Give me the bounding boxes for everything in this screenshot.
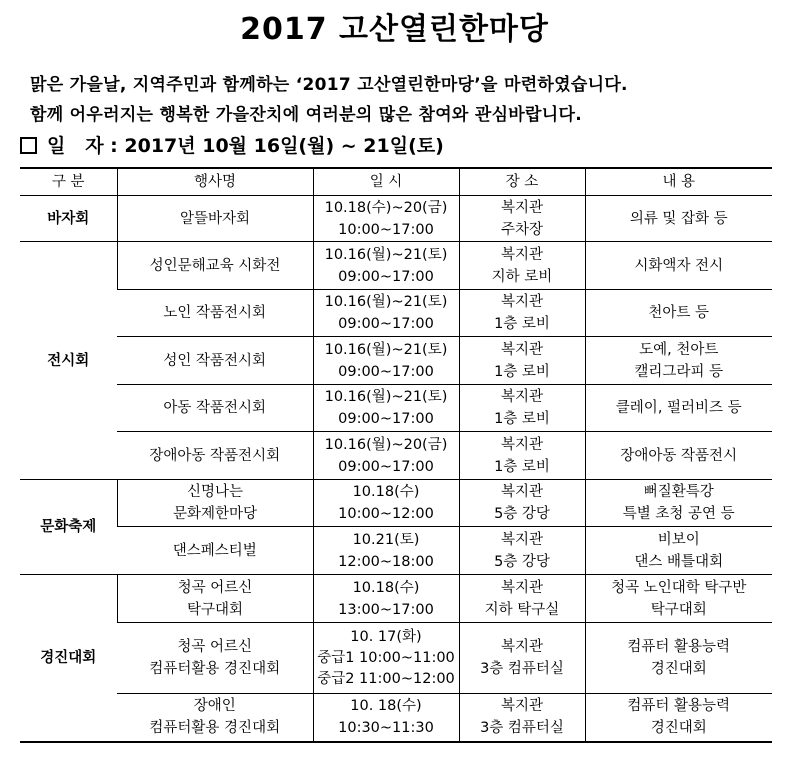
time-line: 13:00~17:00 [338, 601, 434, 618]
place-line: 복지관 [500, 698, 544, 715]
event-line: 컴퓨터활용 경진대회 [149, 720, 281, 737]
time-line: 10. 17(화) [350, 628, 422, 645]
table-row [20, 290, 772, 337]
event-line: 청곡 어르신 [177, 579, 253, 596]
intro-line-2: 함께 어우러지는 행복한 가을잔치에 여러분의 많은 참여와 관심바랍니다. [30, 105, 582, 125]
time-cell [313, 337, 459, 385]
event-line: 아동 작품전시회 [163, 400, 267, 416]
time-line: 09:00~17:00 [338, 268, 434, 285]
category-cell: 문화축제 [20, 480, 117, 575]
content-line: 뻐질환특강 [643, 484, 714, 500]
content-cell [585, 196, 772, 242]
place-line: 복지관 [500, 639, 544, 655]
table-row [20, 694, 772, 742]
place-cell [459, 385, 585, 432]
table-row [20, 623, 772, 694]
time-line: 09:00~17:00 [338, 411, 434, 427]
content-cell [585, 694, 772, 742]
time-line: 10.18(수) [352, 484, 420, 500]
time-cell [313, 527, 459, 575]
dates-line [20, 131, 444, 158]
time-line: 10.18(수)~20(금) [324, 199, 448, 216]
header-category: 구 분 [20, 168, 117, 196]
event-cell [117, 385, 313, 432]
event-line: 댄스페스티벌 [172, 542, 257, 559]
place-line: 1층 로비 [494, 411, 550, 427]
table-header-row [20, 168, 772, 196]
time-line: 10:00~12:00 [338, 506, 434, 522]
content-cell [585, 623, 772, 694]
place-cell [459, 432, 585, 480]
place-line: 5층 강당 [494, 553, 550, 570]
place-line: 복지관 [500, 199, 544, 216]
table-row [20, 575, 772, 623]
content-line: 경진대회 [650, 720, 707, 737]
place-line: 1층 로비 [494, 458, 550, 475]
place-line: 1층 로비 [494, 316, 550, 332]
content-cell [585, 527, 772, 575]
place-cell [459, 196, 585, 242]
content-line: 컴퓨터 활용능력 [627, 698, 731, 715]
event-cell [117, 575, 313, 623]
time-line: 12:00~18:00 [338, 553, 434, 570]
place-line: 1층 로비 [494, 363, 550, 380]
place-cell [459, 337, 585, 385]
intro-line-1: 맑은 가을날, 지역주민과 함께하는 ‘2017 고산열린한마당’을 마련하였습니다. [30, 75, 628, 95]
time-line: 중급1 10:00~11:00 [317, 649, 455, 666]
table-row [20, 242, 772, 290]
place-line: 복지관 [500, 436, 544, 453]
place-cell [459, 623, 585, 694]
time-cell [313, 480, 459, 527]
place-line: 주차장 [500, 221, 544, 238]
event-cell [117, 196, 313, 242]
place-cell [459, 575, 585, 623]
header-datetime: 일 시 [313, 168, 459, 196]
event-cell [117, 623, 313, 694]
time-line: 09:00~17:00 [338, 458, 434, 475]
event-line: 성인 작품전시회 [163, 352, 267, 369]
time-line: 10:00~17:00 [338, 221, 434, 238]
content-line: 의류 및 잡화 등 [629, 210, 728, 227]
time-line: 09:00~17:00 [338, 363, 434, 380]
dates-text: 일 자 : 2017년 10월 16일(월) ~ 21일(토) [47, 135, 444, 157]
content-cell [585, 480, 772, 527]
place-line: 복지관 [500, 341, 544, 358]
event-line: 장애아동 작품전시회 [149, 447, 281, 464]
event-cell [117, 694, 313, 742]
time-cell [313, 196, 459, 242]
schedule-table [20, 167, 772, 743]
event-cell [117, 242, 313, 290]
category-cell: 바자회 [20, 196, 117, 242]
content-line: 비보이 [657, 531, 700, 548]
table-row [20, 337, 772, 385]
content-line: 컴퓨터 활용능력 [627, 639, 731, 655]
content-line: 시화액자 전시 [634, 257, 724, 274]
table-body [20, 196, 772, 742]
table-row [20, 196, 772, 242]
time-cell [313, 290, 459, 337]
content-cell [585, 290, 772, 337]
event-cell [117, 432, 313, 480]
checkbox-square-icon [20, 137, 37, 154]
place-line: 복지관 [500, 484, 544, 500]
table-row [20, 527, 772, 575]
time-line: 10.16(월)~20(금) [324, 436, 448, 453]
place-line: 지하 탁구실 [484, 601, 560, 618]
event-cell [117, 527, 313, 575]
content-line: 장애아동 작품전시 [620, 447, 738, 464]
place-cell [459, 242, 585, 290]
event-line: 청곡 어르신 [177, 639, 253, 655]
page-title: 2017 고산열린한마당 [240, 12, 549, 47]
time-line: 10.16(월)~21(토) [324, 389, 448, 405]
event-line: 탁구대회 [186, 601, 244, 618]
time-line: 중급2 11:00~12:00 [317, 670, 455, 687]
place-cell [459, 290, 585, 337]
event-cell [117, 290, 313, 337]
table-row [20, 432, 772, 480]
time-line: 10.18(수) [352, 579, 420, 596]
time-line: 09:00~17:00 [338, 316, 434, 332]
time-line: 10.16(월)~21(토) [324, 294, 448, 310]
content-line: 탁구대회 [650, 601, 707, 618]
time-cell [313, 385, 459, 432]
content-line: 캘리그라피 등 [634, 363, 724, 380]
table-row [20, 385, 772, 432]
time-cell [313, 694, 459, 742]
table-row [20, 480, 772, 527]
header-content: 내 용 [585, 168, 772, 196]
content-cell [585, 337, 772, 385]
content-cell [585, 385, 772, 432]
time-line: 10.16(월)~21(토) [324, 341, 448, 358]
place-line: 지하 로비 [491, 268, 553, 285]
time-line: 10.16(월)~21(토) [324, 246, 448, 263]
place-cell [459, 527, 585, 575]
time-cell [313, 432, 459, 480]
event-line: 문화제한마당 [172, 506, 258, 522]
event-line: 장애인 [193, 698, 236, 715]
content-cell [585, 242, 772, 290]
content-line: 클레이, 펄러비즈 등 [615, 400, 742, 416]
event-cell [117, 337, 313, 385]
time-cell [313, 575, 459, 623]
content-line: 청곡 노인대학 탁구반 [611, 579, 747, 596]
event-cell [117, 480, 313, 527]
category-cell: 전시회 [20, 242, 117, 480]
event-line: 알뜰바자회 [179, 210, 251, 227]
event-line: 신명나는 [186, 484, 244, 500]
place-line: 3층 컴퓨터실 [480, 661, 564, 677]
time-cell [313, 242, 459, 290]
category-cell: 경진대회 [20, 575, 117, 742]
time-line: 10:30~11:30 [338, 720, 434, 737]
place-line: 복지관 [500, 531, 544, 548]
place-cell [459, 694, 585, 742]
place-line: 복지관 [500, 579, 544, 596]
place-line: 5층 강당 [494, 506, 550, 522]
event-line: 노인 작품전시회 [163, 305, 267, 321]
header-event: 행사명 [117, 168, 313, 196]
place-cell [459, 480, 585, 527]
place-line: 복지관 [500, 389, 544, 405]
place-line: 복지관 [500, 246, 544, 263]
time-line: 10.21(토) [352, 531, 420, 548]
place-line: 복지관 [500, 294, 544, 310]
time-line: 10. 18(수) [350, 698, 422, 715]
header-place: 장 소 [459, 168, 585, 196]
content-line: 경진대회 [650, 661, 707, 677]
content-cell [585, 575, 772, 623]
content-line: 댄스 배틀대회 [634, 553, 724, 570]
event-line: 컴퓨터활용 경진대회 [149, 661, 281, 677]
event-line: 성인문해교육 시화전 [149, 257, 281, 274]
time-cell [313, 623, 459, 694]
content-line: 특별 초청 공연 등 [622, 506, 735, 522]
content-line: 도예, 천아트 [639, 341, 719, 358]
content-line: 천아트 등 [648, 305, 710, 321]
place-line: 3층 컴퓨터실 [480, 720, 564, 737]
content-cell [585, 432, 772, 480]
